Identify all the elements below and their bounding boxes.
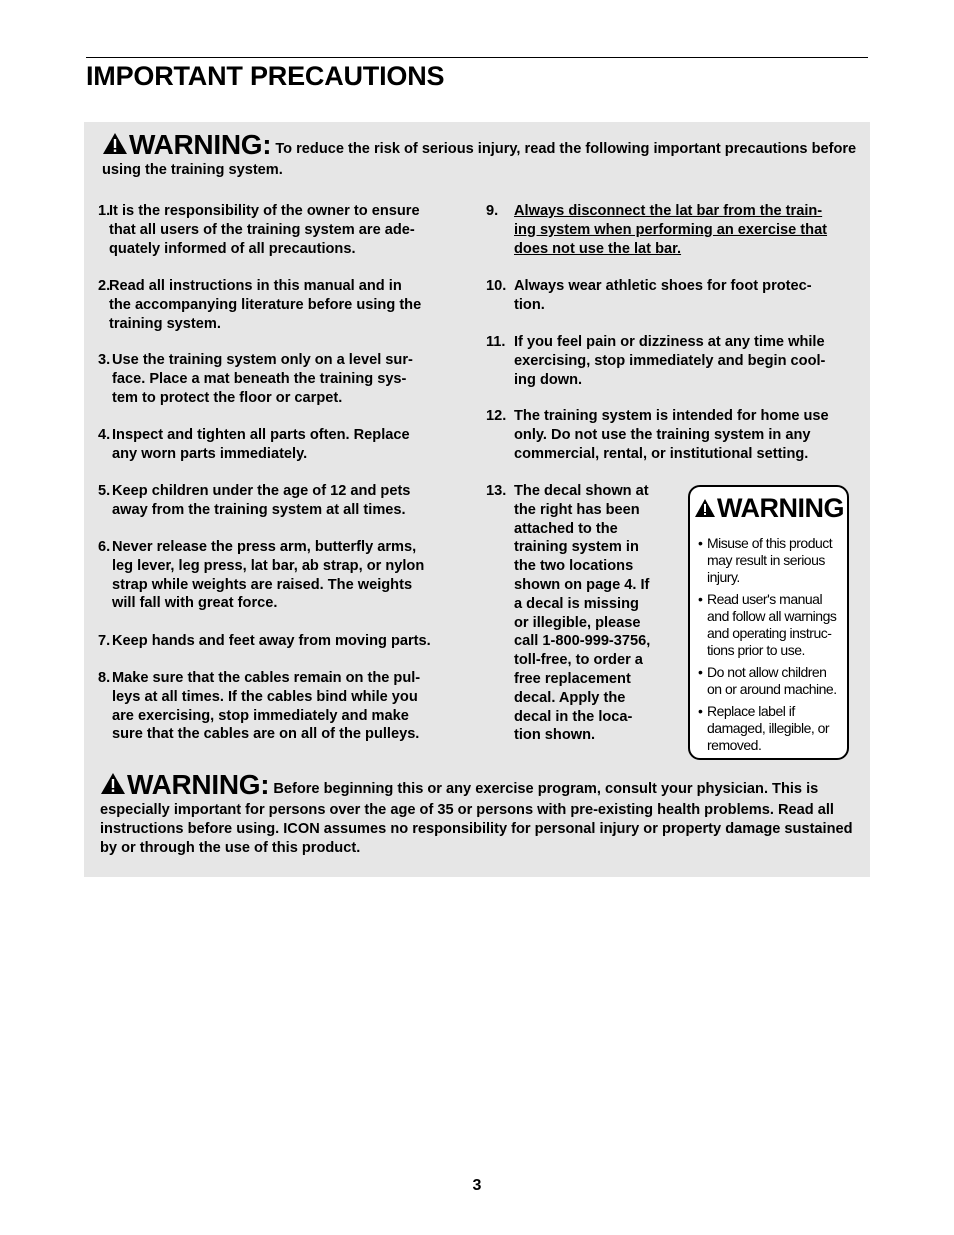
item-line: sure that the cables are on all of the pulleys. xyxy=(112,726,420,743)
decal-bullet xyxy=(698,535,848,586)
item-line: ing system when performing an exercise that xyxy=(514,221,828,238)
item-text xyxy=(98,538,473,613)
item-number: 8. xyxy=(98,670,111,686)
item-line: decal in the loca- xyxy=(514,708,633,725)
item-line: Always wear athletic shoes for foot protec- xyxy=(514,278,812,294)
bullet-icon: • xyxy=(698,664,703,680)
item-number: 9. xyxy=(486,203,499,219)
warning-triangle-icon xyxy=(100,772,126,801)
item-line: away from the training system at all times. xyxy=(112,501,406,518)
item-line: tem to protect the floor or carpet. xyxy=(112,389,343,406)
item-line: shown on page 4. If xyxy=(514,576,650,593)
item-line: that all users of the training system are ade- xyxy=(109,221,415,238)
item-line: ing down. xyxy=(514,371,583,388)
bullet-icon: • xyxy=(698,591,703,607)
item-line: Make sure that the cables remain on the pul- xyxy=(112,670,421,686)
item-number: 6. xyxy=(98,539,111,555)
item-line: call 1-800-999-3756, xyxy=(514,633,651,650)
item-line: tion shown. xyxy=(514,727,596,744)
item-text xyxy=(486,277,858,315)
item-line: Read all instructions in this manual and in xyxy=(109,278,402,294)
item-number: 13. xyxy=(486,483,507,499)
item-text xyxy=(98,351,473,407)
decal-line: injury. xyxy=(707,569,740,585)
warning-physician-text: Before beginning this or any exercise program, consult your physician. This is especially important for persons over the age of 35 or persons with pre-existing health problems. Read all instructions before using. ICON assumes no responsibility for personal injury or property damage sustained by or through the use of this product. xyxy=(100,781,853,856)
item-line: the right has been xyxy=(514,501,640,518)
decal-line: and operating instruc- xyxy=(707,625,832,641)
item-line: face. Place a mat beneath the training sys- xyxy=(112,370,407,387)
decal-line: tions prior to use. xyxy=(707,642,805,658)
item-line: tion. xyxy=(514,296,545,313)
item-line: free replacement xyxy=(514,670,631,687)
item-line: training system. xyxy=(109,315,221,332)
warning-decal xyxy=(688,485,849,760)
warning-intro xyxy=(102,129,862,180)
item-line: quately informed of all precautions. xyxy=(109,240,356,257)
decal-heading xyxy=(694,492,844,525)
item-line: Never release the press arm, butterfly arms, xyxy=(112,539,417,555)
item-text xyxy=(486,407,858,463)
precaution-item xyxy=(486,277,858,315)
item-line: exercising, stop immediately and begin cool- xyxy=(514,352,826,369)
item-line: the two locations xyxy=(514,558,634,575)
precaution-item xyxy=(486,333,858,389)
item-text xyxy=(486,333,858,389)
item-line: decal. Apply the xyxy=(514,689,626,706)
precaution-item xyxy=(98,538,473,613)
precaution-item xyxy=(98,669,473,744)
item-line: leys at all times. If the cables bind while you xyxy=(112,688,418,705)
item-line: are exercising, stop immediately and make xyxy=(112,707,409,724)
item-line: the accompanying literature before using the xyxy=(109,296,422,313)
item-line: strap while weights are raised. The weights xyxy=(112,576,413,593)
item-line: toll-free, to order a xyxy=(514,652,643,669)
precaution-item xyxy=(486,202,858,258)
item-text xyxy=(486,202,858,258)
warning-intro-text: To reduce the risk of serious injury, read the following important precautions before using the training system. xyxy=(102,141,857,178)
decal-line: and follow all warnings xyxy=(707,608,837,624)
item-line: commercial, rental, or institutional setting. xyxy=(514,445,809,462)
item-line: Use the training system only on a level sur- xyxy=(112,352,413,368)
item-line: The training system is intended for home use xyxy=(514,408,829,424)
item-line: does not use the lat bar. xyxy=(514,240,682,257)
item-line: will fall with great force. xyxy=(112,595,278,612)
decal-line: Replace label if xyxy=(707,703,795,719)
item-text xyxy=(98,482,473,520)
bullet-icon: • xyxy=(698,703,703,719)
item-line: The decal shown at xyxy=(514,483,649,499)
item-line: Always disconnect the lat bar from the train- xyxy=(514,203,823,219)
item-line: It is the responsibility of the owner to ensure xyxy=(109,203,420,219)
page-title: IMPORTANT PRECAUTIONS xyxy=(86,61,445,91)
page-number: 3 xyxy=(472,1177,482,1194)
precaution-item xyxy=(486,407,858,463)
decal-line: Do not allow children xyxy=(707,664,827,680)
warning-label: WARNING: xyxy=(127,769,270,800)
warning-triangle-icon xyxy=(694,493,716,525)
decal-bullet xyxy=(698,703,848,754)
item-number: 2. xyxy=(98,278,111,294)
precautions-panel xyxy=(84,122,870,877)
item-number: 12. xyxy=(486,408,507,424)
precaution-item xyxy=(98,632,473,651)
decal-line: Misuse of this product xyxy=(707,535,833,551)
item-line: attached to the xyxy=(514,520,618,537)
precaution-item xyxy=(98,482,473,520)
item-line: only. Do not use the training system in any xyxy=(514,426,811,443)
item-number: 11. xyxy=(486,334,506,350)
item-number: 3. xyxy=(98,352,111,368)
item-line: a decal is missing xyxy=(514,595,639,612)
decal-bullet xyxy=(698,591,848,659)
precaution-item xyxy=(98,351,473,407)
item-line: Keep hands and feet away from moving parts. xyxy=(112,633,431,649)
decal-line: damaged, illegible, or xyxy=(707,720,830,736)
precaution-item xyxy=(98,277,473,333)
warning-physician xyxy=(100,769,864,858)
item-text xyxy=(98,632,473,651)
warning-triangle-icon xyxy=(102,132,128,161)
bullet-icon: • xyxy=(698,535,703,551)
precaution-item xyxy=(98,426,473,464)
item-line: or illegible, please xyxy=(514,614,641,631)
item-text xyxy=(98,426,473,464)
item-line: Inspect and tighten all parts often. Replace xyxy=(112,427,410,443)
decal-line: removed. xyxy=(707,737,762,753)
item-line: any worn parts immediately. xyxy=(112,445,308,462)
item-number: 5. xyxy=(98,483,111,499)
item-text xyxy=(98,277,473,333)
item-line: training system in xyxy=(514,539,639,556)
warning-label: WARNING: xyxy=(129,129,272,160)
item-number: 7. xyxy=(98,633,111,649)
item-line: If you feel pain or dizziness at any time while xyxy=(514,334,825,350)
item-line: leg lever, leg press, lat bar, ab strap, or nylon xyxy=(112,557,425,574)
item-number: 10. xyxy=(486,278,507,294)
decal-bullets xyxy=(698,535,848,759)
decal-line: on or around machine. xyxy=(707,681,837,697)
item-number: 1. xyxy=(98,203,111,219)
item-text xyxy=(98,669,473,744)
precaution-item xyxy=(98,202,473,258)
item-line: Keep children under the age of 12 and pets xyxy=(112,483,411,499)
item-text xyxy=(98,202,473,258)
item-number: 4. xyxy=(98,427,111,443)
decal-heading-text: WARNING xyxy=(717,493,844,523)
decal-line: may result in serious xyxy=(707,552,825,568)
decal-line: Read user's manual xyxy=(707,591,823,607)
decal-bullet xyxy=(698,664,848,698)
